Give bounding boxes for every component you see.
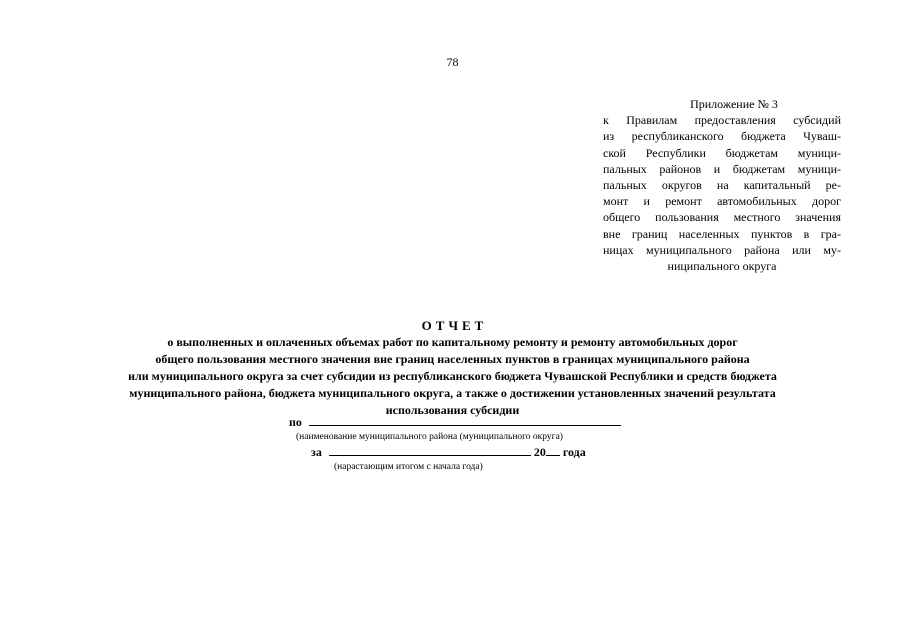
year-blank-line: [546, 455, 560, 456]
appendix-title: Приложение № 3: [690, 97, 778, 111]
appendix-line: пальных округов на капитальный ре-: [603, 178, 841, 193]
report-subtitle-line: муниципального района, бюджета муниципального округа, а также о достижении установленных значений результата: [129, 386, 776, 400]
report-subtitle-line: общего пользования местного значения вне границ населенных пунктов в границах муниципального района: [155, 352, 750, 366]
report-title: ОТЧЕТ: [421, 318, 488, 333]
appendix-line: из республиканского бюджета Чуваш-: [603, 129, 841, 144]
year-prefix: 20: [533, 445, 546, 459]
municipality-caption: (наименование муниципального района (муниципального округа): [296, 432, 563, 442]
report-heading: [0, 318, 905, 419]
appendix-line: вне границ населенных пунктов в гра-: [603, 226, 841, 241]
appendix-line: монт и ремонт автомобильных дорог: [603, 194, 841, 209]
report-subtitle-line: о выполненных и оплаченных объемах работ по капитальному ремонту и ремонту автомобильных дорог: [167, 335, 738, 349]
by-label: по: [289, 415, 302, 429]
appendix-block: [603, 96, 841, 274]
report-subtitle-line: использования субсидии: [385, 403, 520, 417]
report-subtitle-line: или муниципального округа за счет субсидии из республиканского бюджета Чувашской Республики и средств бюджета: [128, 369, 777, 383]
appendix-line: пальных районов и бюджетам муници-: [603, 161, 841, 176]
appendix-line: ницах муниципального района или му-: [603, 242, 841, 257]
appendix-line: общего пользования местного значения: [603, 210, 841, 225]
period-caption: (нарастающим итогом с начала года): [334, 462, 483, 472]
appendix-line: ской Республики бюджетам муници-: [603, 145, 841, 160]
for-label: за: [311, 445, 322, 459]
period-field-row: [311, 445, 586, 460]
municipality-blank-line: [309, 425, 621, 426]
appendix-line: к Правилам предоставления субсидий: [603, 113, 841, 128]
period-blank-line: [329, 455, 531, 456]
year-suffix: года: [562, 445, 586, 459]
page-number: 78: [446, 55, 459, 69]
municipality-field-row: [289, 415, 621, 430]
appendix-line: ниципального округа: [667, 259, 777, 274]
